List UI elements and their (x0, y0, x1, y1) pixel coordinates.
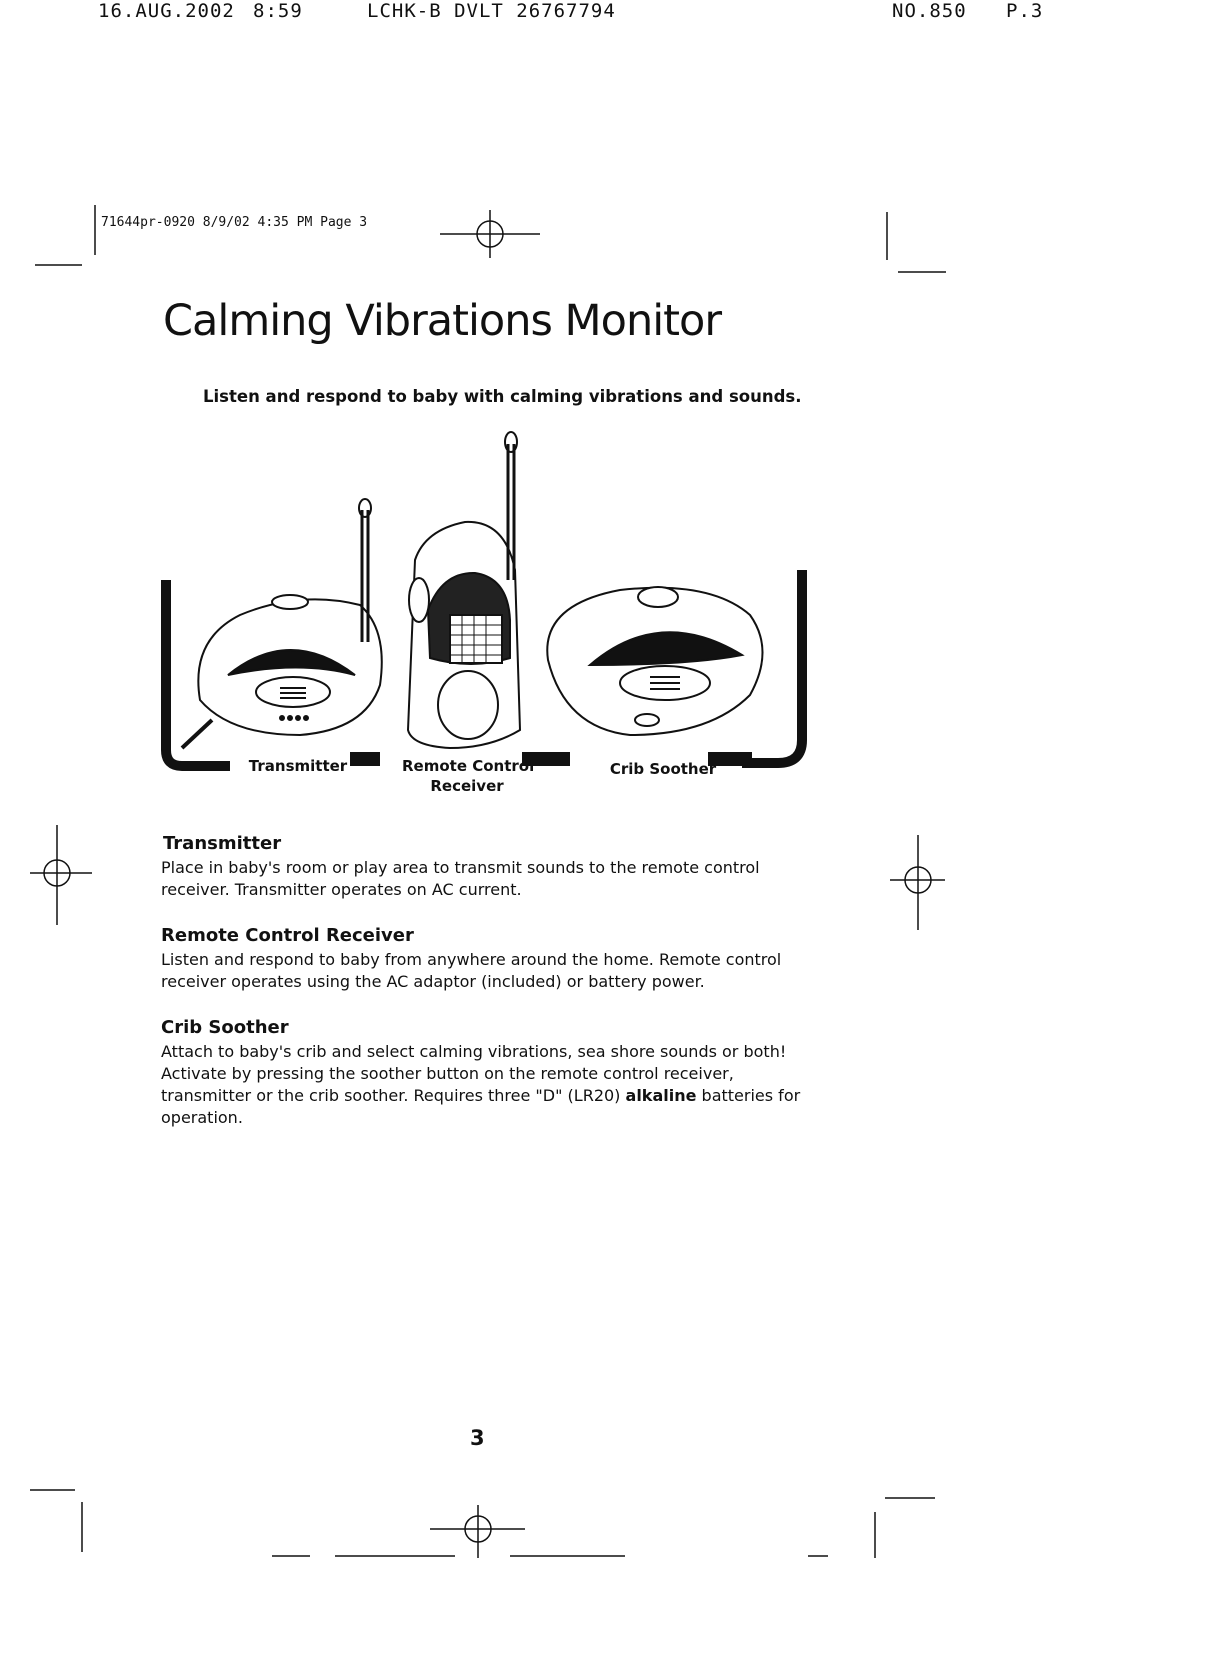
section-heading-receiver: Remote Control Receiver (161, 925, 414, 946)
caption-crib-soother: Crib Soother (609, 760, 717, 778)
page-number: 3 (470, 1426, 485, 1450)
crib-soother-text-part1: Attach to baby's crib and select calming vibrations, sea shore sounds or both! Activate by pressing the soother button on the remote control receiver, transmitter or the crib soother. Requires three "D" (LR20) (161, 1042, 787, 1105)
caption-receiver-line1: Remote Control (402, 757, 535, 775)
fax-page: P.3 (1006, 0, 1044, 22)
crib-soother-text-bold: alkaline (625, 1086, 697, 1105)
page-subtitle: Listen and respond to baby with calming vibrations and sounds. (203, 387, 802, 406)
section-heading-transmitter: Transmitter (163, 833, 282, 854)
fax-sender: LCHK-B DVLT 26767794 (367, 0, 616, 22)
caption-transmitter: Transmitter (248, 757, 348, 775)
crib-soother-illustration (547, 587, 762, 735)
section-text-transmitter: Place in baby's room or play area to transmit sounds to the remote control receiver. Transmitter operates on AC current. (161, 858, 760, 899)
section-text-crib-soother (161, 1041, 801, 1129)
fax-time: 8:59 (253, 0, 303, 22)
receiver-illustration (408, 432, 520, 748)
transmitter-illustration (182, 499, 382, 748)
page-title: Calming Vibrations Monitor (163, 296, 722, 346)
section-text-receiver: Listen and respond to baby from anywhere around the home. Remote control receiver operates using the AC adaptor (included) or battery power. (161, 950, 782, 991)
section-heading-crib-soother: Crib Soother (161, 1017, 289, 1038)
crib-soother-text-part2: batteries for operation. (161, 1086, 801, 1127)
caption-receiver-line2: Receiver (430, 777, 504, 795)
fax-date: 16.AUG.2002 (98, 0, 235, 22)
fax-number: NO.850 (892, 0, 967, 22)
print-slug: 71644pr-0920 8/9/02 4:35 PM Page 3 (101, 215, 368, 230)
